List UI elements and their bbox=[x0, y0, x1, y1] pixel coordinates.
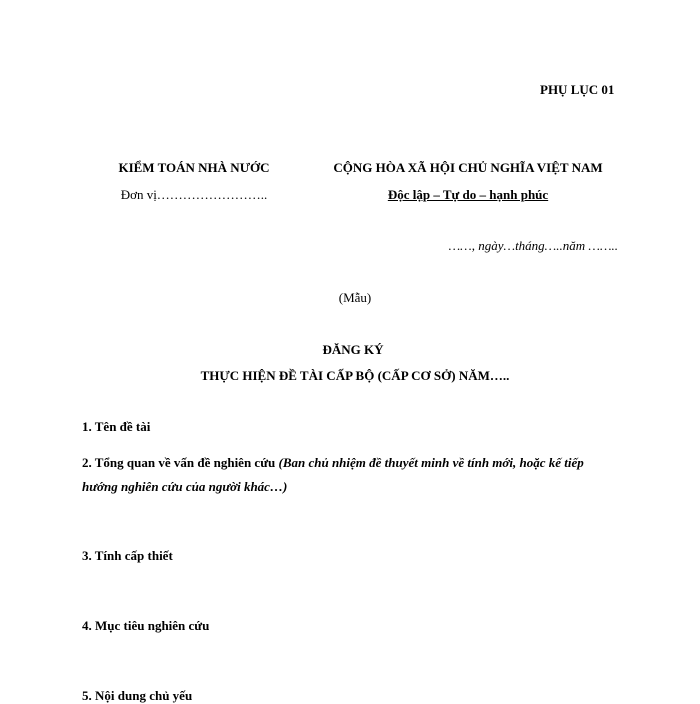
unit-field: Đơn vị…………………….. bbox=[120, 187, 268, 202]
document-title: ĐĂNG KÝ bbox=[322, 342, 384, 357]
section-1-heading: 1. Tên đề tài bbox=[82, 419, 151, 434]
organization-name: KIỂM TOÁN NHÀ NƯỚC bbox=[118, 160, 270, 175]
section-4-heading: 4. Mục tiêu nghiên cứu bbox=[82, 618, 210, 633]
section-2-paragraph bbox=[82, 451, 620, 499]
template-note: (Mẫu) bbox=[338, 290, 372, 305]
section-5-heading: 5. Nội dung chủ yếu bbox=[82, 688, 193, 703]
document-subtitle: THỰC HIỆN ĐỀ TÀI CẤP BỘ (CẤP CƠ SỞ) NĂM….. bbox=[200, 368, 510, 383]
date-line: ……, ngày…tháng…..năm …….. bbox=[448, 238, 618, 253]
appendix-label: PHỤ LỤC 01 bbox=[540, 82, 615, 97]
section-2-heading: 2. Tổng quan về vấn đề nghiên cứu bbox=[82, 455, 276, 470]
section-2-note: (Ban chủ nhiệm đề thuyết minh về tính mới, hoặc kế tiếp hướng nghiên cứu của người khác…) bbox=[82, 455, 584, 494]
country-name: CỘNG HÒA XÃ HỘI CHỦ NGHĨA VIỆT NAM bbox=[333, 160, 603, 175]
section-3-heading: 3. Tính cấp thiết bbox=[82, 548, 173, 563]
national-motto: Độc lập – Tự do – hạnh phúc bbox=[387, 187, 549, 202]
